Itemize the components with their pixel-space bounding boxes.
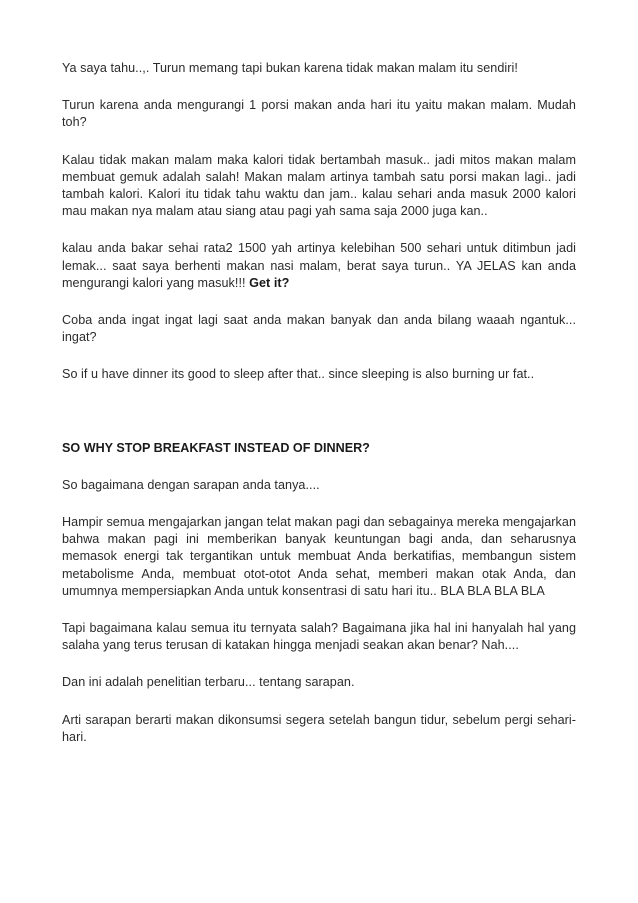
paragraph-4-text: kalau anda bakar sehai rata2 1500 yah artinya kelebihan 500 sehari untuk ditimbun jadi lemak... saat saya berhenti makan nasi malam, berat saya turun.. YA JELAS kan anda mengurangi kalori yang masuk!!! bbox=[62, 241, 576, 290]
paragraph-1: Ya saya tahu..,. Turun memang tapi bukan karena tidak makan malam itu sendiri! bbox=[62, 61, 518, 75]
paragraph-3: Kalau tidak makan malam maka kalori tidak bertambah masuk.. jadi mitos makan malam membuat gemuk adalah salah! Makan malam artinya tambah satu porsi makan lagi.. jadi tambah kalori. Kalori itu tidak tahu waktu dan jam.. kalau sehari anda masuk 2000 kalori mau makan nya malam atau siang atau pagi yah sama saja 2000 juga kan.. bbox=[62, 152, 576, 219]
section-heading: SO WHY STOP BREAKFAST INSTEAD OF DINNER? bbox=[62, 440, 370, 455]
section-spacer bbox=[62, 404, 576, 440]
paragraph-11: Arti sarapan berarti makan dikonsumsi segera setelah bangun tidur, sebelum pergi sehari-hari. bbox=[62, 712, 576, 744]
get-it-emphasis: Get it? bbox=[249, 275, 290, 290]
paragraph-2: Turun karena anda mengurangi 1 porsi makan anda hari itu yaitu makan malam. Mudah toh? bbox=[62, 98, 576, 130]
paragraph-9: Tapi bagaimana kalau semua itu ternyata salah? Bagaimana jika hal ini hanyalah hal yang salaha yang terus terusan di katakan hingga menjadi seakan akan benar? Nah.... bbox=[62, 621, 576, 653]
paragraph-8: Hampir semua mengajarkan jangan telat makan pagi dan sebagainya mereka mengajarkan bahwa makan pagi ini memberikan banyak keuntungan bagi anda, dan seharusnya memasok energi tak tergantikan untuk membuat Anda berkatifias, membangun sistem metabolisme Anda, membuat otot-otot Anda sehat, memberi makan otak Anda, dan umumnya mempersiapkan Anda untuk konsentrasi di satu hari itu.. BLA BLA BLA BLA bbox=[62, 515, 576, 598]
paragraph-6: So if u have dinner its good to sleep after that.. since sleeping is also burning ur fat.. bbox=[62, 367, 535, 382]
document-page bbox=[62, 60, 576, 766]
paragraph-10: Dan ini adalah penelitian terbaru... tentang sarapan. bbox=[62, 675, 355, 690]
paragraph-4 bbox=[62, 240, 576, 292]
paragraph-5: Coba anda ingat ingat lagi saat anda makan banyak dan anda bilang waaah ngantuk... ingat? bbox=[62, 313, 576, 345]
paragraph-7: So bagaimana dengan sarapan anda tanya.... bbox=[62, 477, 320, 492]
